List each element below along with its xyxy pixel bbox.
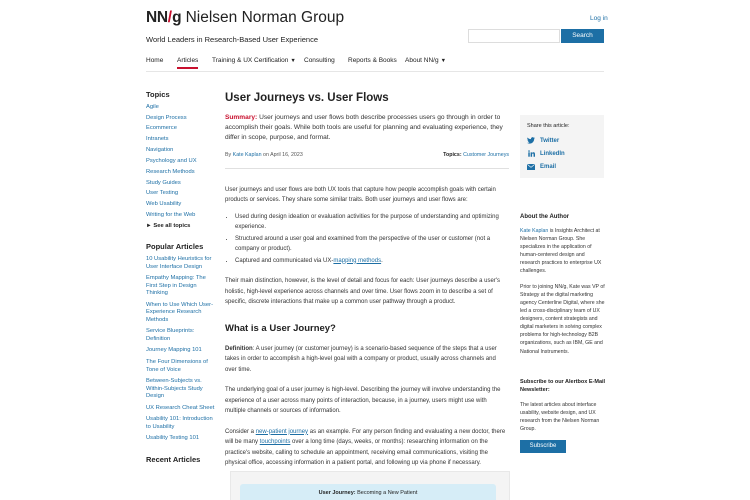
meta-divider xyxy=(225,168,509,169)
nav-reports-books[interactable]: Reports & Books xyxy=(348,57,397,64)
sidebar-topic-web-usability[interactable]: Web Usability xyxy=(146,201,182,208)
sidebar xyxy=(146,90,218,469)
share-heading: Share this article: xyxy=(527,123,570,129)
article-topics xyxy=(443,152,509,158)
popular-article-link[interactable]: UX Research Cheat Sheet xyxy=(146,404,215,411)
sidebar-topic-intranets[interactable]: Intranets xyxy=(146,136,169,143)
article-meta xyxy=(225,152,509,162)
about-author-text: is Insights Architect at Nielsen Norman Group. She specializes in the application of human-centered design and research practices to enterprise UX challenges. xyxy=(520,228,602,275)
subscribe-button[interactable]: Subscribe xyxy=(520,440,566,453)
distinction-paragraph: Their main distinction, however, is the level of detail and focus for each: User journeys describe a user's holistic, high-level experience across channels and over time. User flows zoom in to describe a set of specific, discrete interactions that make up a common user pathway through a product. xyxy=(225,278,500,306)
share-twitter-label: Twitter xyxy=(540,137,560,144)
share-panel xyxy=(520,115,604,178)
logo-slash: / xyxy=(167,9,173,26)
share-email[interactable] xyxy=(527,160,597,173)
nav-home[interactable]: Home xyxy=(146,57,164,64)
about-author-link[interactable]: Kate Kaplan xyxy=(520,228,549,234)
definition-text: : A user journey (or customer journey) is a scenario-based sequence of the steps that a user takes in order to accomplish a high-level goal with a company or product, usually across channels and over time. xyxy=(225,345,497,373)
nav-about-label: About NN/g xyxy=(405,57,439,64)
chevron-down-icon: ▼ xyxy=(440,58,447,64)
consider-text-2: as an example. For any person finding and evaluating a new doctor, there will be many xyxy=(225,428,506,446)
topics-heading: Topics xyxy=(146,90,170,99)
new-patient-journey-link[interactable]: new-patient journey xyxy=(255,428,309,435)
logo-nn: NN xyxy=(146,9,168,26)
sidebar-topic-design-process[interactable]: Design Process xyxy=(146,114,187,121)
summary-label: Summary: xyxy=(225,114,258,121)
nav-training[interactable] xyxy=(212,57,296,64)
see-all-topics-link[interactable]: ► See all topics xyxy=(146,222,191,229)
about-author-heading: About the Author xyxy=(520,214,570,220)
list-item xyxy=(235,256,509,267)
newsletter-heading: Subscribe to our Alertbox E-Mail Newsletter: xyxy=(520,379,606,394)
popular-articles xyxy=(146,242,218,442)
popular-article-link[interactable]: The Four Dimensions of Tone of Voice xyxy=(146,358,208,373)
consider-text-3: over a long time (days, weeks, or months): researching information on the practice's website, calling to schedule an appointment, receiving email communications, visiting the physical office, accessing information in a patient portal, and following up via phone if necessary. xyxy=(225,439,488,467)
popular-article-link[interactable]: 10 Usability Heuristics for User Interface Design xyxy=(146,256,212,270)
site-tagline: World Leaders in Research-Based User Experience xyxy=(146,35,319,44)
topics-label: Topics: xyxy=(443,151,462,158)
newsletter-description: The latest articles about interface usability, website design, and UX research from the Nielsen Norman Group. xyxy=(520,402,600,433)
popular-article-link[interactable]: Usability Testing 101 xyxy=(146,435,200,442)
about-author-bio xyxy=(520,227,606,275)
diagram-header-box xyxy=(240,484,496,500)
traits-list xyxy=(225,212,509,267)
logo-g: g xyxy=(172,9,182,26)
twitter-icon xyxy=(527,137,535,145)
sidebar-topic-user-testing[interactable]: User Testing xyxy=(146,190,179,197)
popular-heading: Popular Articles xyxy=(146,242,204,252)
linkedin-icon xyxy=(527,150,535,158)
chevron-down-icon: ▼ xyxy=(290,58,296,64)
sidebar-topic-study-guides[interactable]: Study Guides xyxy=(146,179,181,186)
summary-text: User journeys and user flows both describe processes users go through in order to accomplish their goals. While both tools are useful for planning and evaluating experience, they differ in scope, purpose, and format. xyxy=(225,114,503,142)
nav-training-label: Training & UX Certification xyxy=(212,57,289,64)
popular-article-link[interactable]: Service Blueprints: Definition xyxy=(146,328,195,342)
nav-articles[interactable]: Articles xyxy=(177,57,198,69)
popular-article-link[interactable]: Empathy Mapping: The First Step in Design Thinking xyxy=(146,275,206,297)
sidebar-topic-writing-web[interactable]: Writing for the Web xyxy=(146,212,196,219)
site-logo[interactable] xyxy=(146,9,344,27)
about-author-history: Prior to joining NN/g, Kate was VP of Strategy at the digital marketing agency Centerline Digital, where she led a cross-disciplinary team of UX designers, content strategists and digital marketers in solving complex problems for high-technology B2B organizations, such as IBM, GE and National Instruments. xyxy=(520,284,605,355)
diagram-title-text: Becoming a New Patient xyxy=(355,490,418,496)
nav-about[interactable] xyxy=(405,57,446,64)
bullet-3-post: . xyxy=(381,257,383,264)
share-twitter[interactable] xyxy=(527,134,597,147)
author-link[interactable]: Kate Kaplan xyxy=(232,151,262,158)
popular-article-link[interactable]: Usability 101: Introduction to Usability xyxy=(146,416,213,430)
search-input[interactable] xyxy=(468,29,560,43)
company-name: Nielsen Norman Group xyxy=(185,9,345,26)
share-email-label: Email xyxy=(540,163,557,170)
touchpoints-link[interactable]: touchpoints xyxy=(259,439,291,446)
article-title: User Journeys vs. User Flows xyxy=(225,92,389,104)
sidebar-topic-psychology-ux[interactable]: Psychology and UX xyxy=(146,157,197,164)
share-linkedin-label: LinkedIn xyxy=(540,150,565,157)
popular-article-link[interactable]: When to Use Which User-Experience Research Methods xyxy=(146,301,214,323)
share-linkedin[interactable] xyxy=(527,147,597,160)
consider-paragraph xyxy=(225,427,509,469)
section-heading: What is a User Journey? xyxy=(225,322,336,334)
definition-paragraph xyxy=(225,344,509,376)
article-summary xyxy=(225,113,509,144)
nav-consulting[interactable]: Consulting xyxy=(304,57,335,64)
consider-text-1: Consider a xyxy=(225,428,256,435)
sidebar-topic-navigation[interactable]: Navigation xyxy=(146,147,174,154)
sidebar-topic-ecommerce[interactable]: Ecommerce xyxy=(146,125,177,132)
list-item: • Used during design ideation or evaluation activities for the purpose of understanding and optimizing experience. xyxy=(235,212,509,233)
definition-label: Definition xyxy=(225,345,253,352)
list-item: • Structured around a user goal and examined from the perspective of the user or customer (not a company or product). xyxy=(235,234,509,255)
recent-heading: Recent Articles xyxy=(146,454,201,464)
intro-paragraph: User journeys and user flows are both UX tools that capture how people accomplish goals with certain products or services. They share some similar traits. Both user journeys and user flows are: xyxy=(225,186,496,204)
diagram-title xyxy=(240,490,496,496)
bullet-3-pre: Captured and communicated via UX- xyxy=(235,257,334,264)
meta-by: By xyxy=(225,151,233,158)
journey-diagram xyxy=(230,471,510,500)
sidebar-topic-agile[interactable]: Agile xyxy=(146,103,159,110)
mapping-methods-link[interactable]: mapping methods xyxy=(333,257,382,264)
meta-date: on April 16, 2023 xyxy=(261,151,303,158)
sidebar-topic-research-methods[interactable]: Research Methods xyxy=(146,168,195,175)
search-button[interactable]: Search xyxy=(561,29,604,43)
diagram-label: User Journey: xyxy=(318,490,356,496)
login-link[interactable]: Log in xyxy=(590,15,608,22)
nav-divider xyxy=(146,71,604,72)
popular-article-link[interactable]: Journey Mapping 101 xyxy=(146,347,202,354)
goal-paragraph: The underlying goal of a user journey is high-level. Describing the journey will involve understanding the experience of a user across many points of interaction, because, in a journey, users might use with multiple channels or sources of information. xyxy=(225,387,501,415)
popular-article-link[interactable]: Between-Subjects vs. Within-Subjects Study Design xyxy=(146,378,203,400)
email-icon xyxy=(527,163,535,171)
topic-link[interactable]: Customer Journeys xyxy=(461,151,509,158)
article xyxy=(225,92,509,469)
